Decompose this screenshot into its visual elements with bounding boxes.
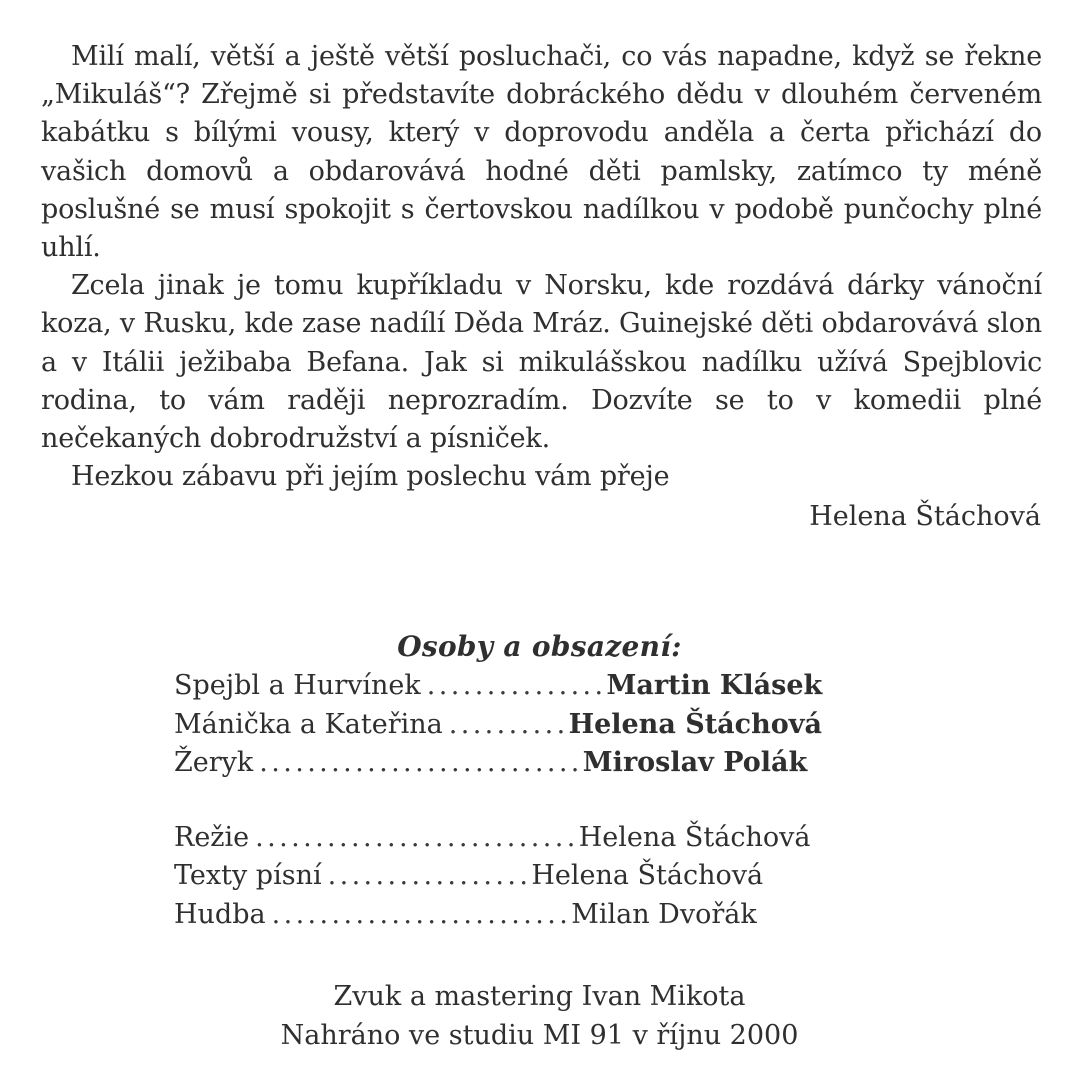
actor-name: Miroslav Polák [582, 747, 808, 778]
cast-row [174, 747, 954, 786]
crew-name: Milan Dvořák [571, 898, 757, 930]
intro-paragraph-1: Milí malí, větší a ještě větší posluchači, co vás napadne, když se řekne „Mikuláš“? Zřejmě si představíte dobráckého dědu v dlouhém červeném kabátku s bílými vousy, který v doprovodu anděla a čerta přichází do vašich domovů a obdarovává hodné děti pamlsky, zatímco ty méně poslušné se musí spokojit s čertovskou nadílkou v podobě punčochy plné uhlí. [41, 41, 1042, 264]
cast-heading: Osoby a obsazení: [397, 630, 682, 663]
crew-row [174, 822, 954, 861]
crew-role: Texty písní [174, 860, 322, 891]
role-name: Žeryk [174, 747, 254, 778]
crew-row [174, 899, 954, 938]
actor-name: Helena Štáchová [568, 708, 822, 740]
recording-credit: Nahráno ve studiu MI 91 v říjnu 2000 [280, 1019, 799, 1051]
crew-role: Režie [174, 821, 250, 853]
cast-row [174, 709, 954, 748]
section-spacer [174, 786, 954, 822]
role-name: Mánička a Kateřina [174, 708, 443, 740]
intro-paragraph-2: Zcela jinak je tomu kupříkladu v Norsku, kde rozdává dárky vánoční koza, v Rusku, kde zase nadílí Děda Mráz. Guinejské děti obdarovává slon a v Itálii ježibaba Befana. Jak si mikulášskou nadílku užívá Spejblovic rodina, to vám raději neprozradím. Dozvíte se to v komedii plné nečekaných dobrodružství a písniček. [41, 270, 1042, 455]
role-name: Spejbl a Hurvínek [174, 670, 421, 701]
leader-dots: ........................... [255, 821, 579, 853]
leader-dots: ........................... [259, 747, 583, 778]
cast-list [174, 670, 954, 937]
production-credits [0, 978, 1079, 1055]
crew-row [174, 860, 954, 899]
sound-credit: Zvuk a mastering Ivan Mikota [333, 981, 746, 1012]
leader-dots: ......................... [271, 898, 572, 930]
intro-text [41, 38, 1042, 496]
leader-dots: ............... [426, 670, 607, 701]
leader-dots: ................. [327, 860, 532, 891]
crew-name: Helena Štáchová [578, 821, 811, 853]
actor-name: Martin Klásek [606, 670, 823, 701]
intro-paragraph-3: Hezkou zábavu při jejím poslechu vám přeje [71, 461, 670, 493]
leader-dots: .......... [448, 708, 569, 740]
crew-role: Hudba [174, 898, 266, 930]
cast-row [174, 670, 954, 709]
crew-name: Helena Štáchová [531, 860, 764, 891]
signature: Helena Štáchová [809, 501, 1041, 532]
